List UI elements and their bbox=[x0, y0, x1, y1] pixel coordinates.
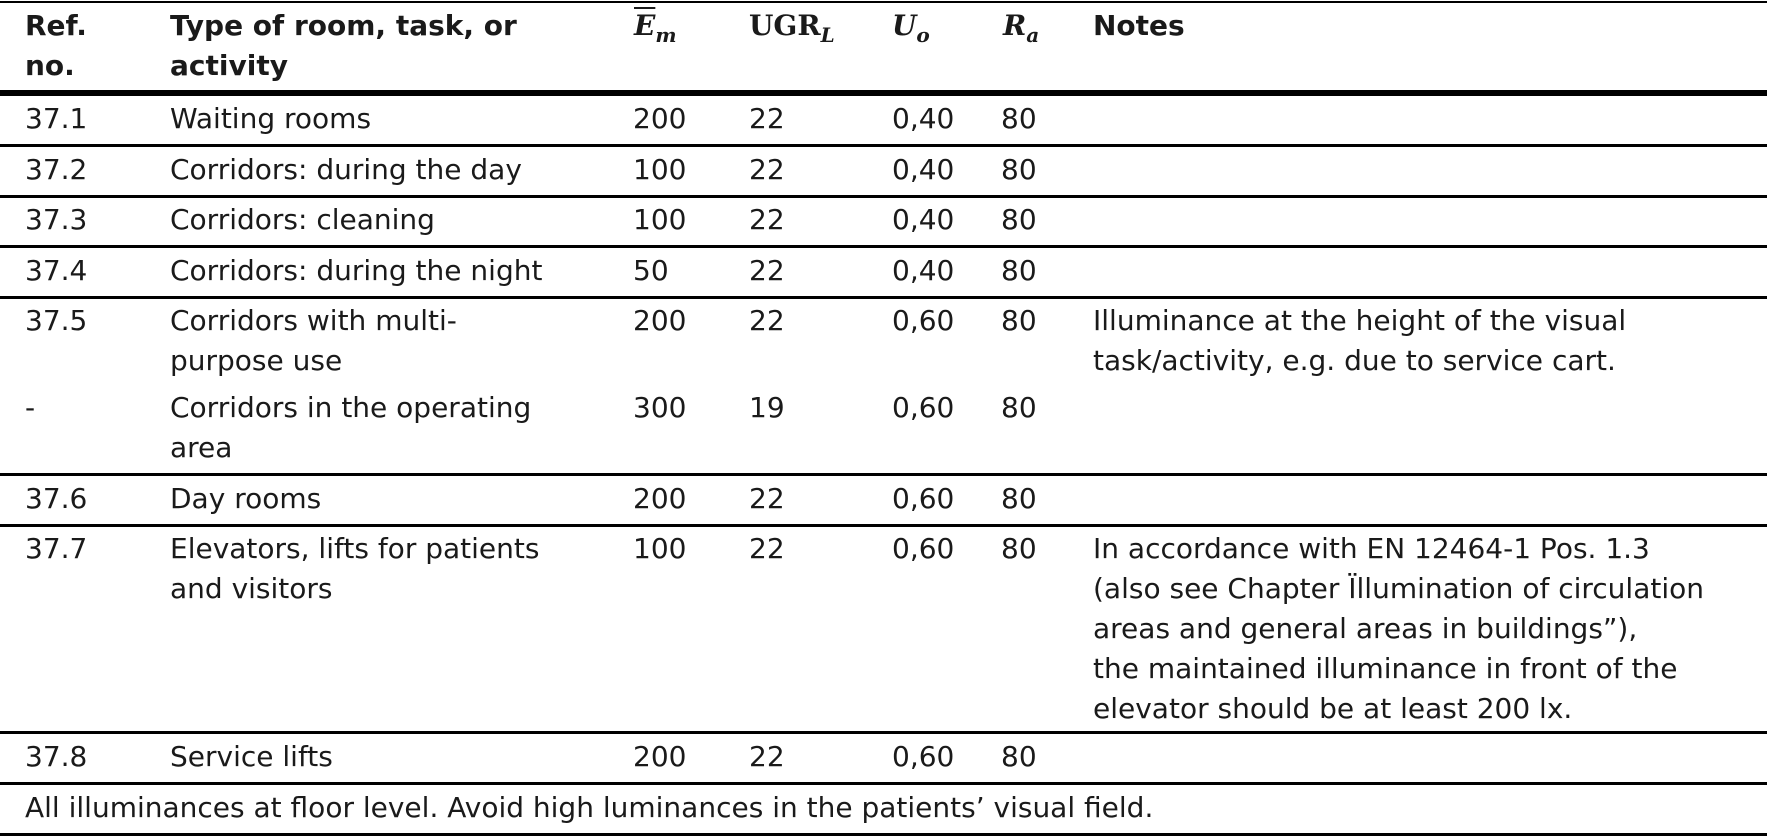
header-ugr bbox=[749, 6, 835, 48]
cell-ra bbox=[1001, 529, 1037, 569]
cell-type-line: Corridors: during the day bbox=[170, 153, 522, 186]
cell-ugr-line: 22 bbox=[749, 153, 785, 186]
cell-ref bbox=[25, 529, 87, 569]
cell-type bbox=[170, 200, 435, 240]
top-rule bbox=[0, 1, 1767, 3]
row-rule bbox=[0, 473, 1767, 476]
cell-ugr-line: 19 bbox=[749, 391, 785, 424]
cell-ugr bbox=[749, 251, 785, 291]
cell-ra bbox=[1001, 200, 1037, 240]
cell-type bbox=[170, 737, 333, 777]
cell-ra-line: 80 bbox=[1001, 391, 1037, 424]
cell-ra bbox=[1001, 251, 1037, 291]
cell-uo bbox=[892, 99, 954, 139]
cell-uo-line: 0,60 bbox=[892, 391, 955, 424]
cell-notes bbox=[1093, 529, 1704, 729]
cell-uo-line: 0,40 bbox=[892, 203, 955, 236]
row-rule bbox=[0, 144, 1767, 147]
cell-type-line: area bbox=[170, 431, 233, 464]
row-rule bbox=[0, 296, 1767, 299]
cell-type-line: Elevators, lifts for patients bbox=[170, 532, 540, 565]
cell-ugr-line: 22 bbox=[749, 532, 785, 565]
header-ra bbox=[1003, 6, 1039, 48]
cell-ugr-line: 22 bbox=[749, 203, 785, 236]
row-rule bbox=[0, 245, 1767, 248]
cell-em-line: 100 bbox=[633, 153, 687, 186]
cell-ugr-line: 22 bbox=[749, 254, 785, 287]
header-ra-subscript: a bbox=[1026, 23, 1040, 47]
cell-ra bbox=[1001, 150, 1037, 190]
cell-type-line: Corridors: during the night bbox=[170, 254, 543, 287]
cell-ref bbox=[25, 737, 87, 777]
cell-uo bbox=[892, 301, 954, 341]
cell-em-line: 200 bbox=[633, 102, 687, 135]
cell-uo bbox=[892, 388, 954, 428]
cell-uo-line: 0,40 bbox=[892, 254, 955, 287]
cell-type bbox=[170, 529, 539, 609]
cell-type-line: Corridors with multi- bbox=[170, 304, 457, 337]
cell-notes-line: task/activity, e.g. due to service cart. bbox=[1093, 344, 1616, 377]
cell-type bbox=[170, 251, 542, 291]
cell-em-line: 50 bbox=[633, 254, 669, 287]
cell-ugr bbox=[749, 301, 785, 341]
cell-ugr-line: 22 bbox=[749, 740, 785, 773]
cell-ref bbox=[25, 150, 87, 190]
cell-notes-line: elevator should be at least 200 lx. bbox=[1093, 692, 1573, 725]
cell-em bbox=[633, 99, 686, 139]
cell-em-line: 100 bbox=[633, 203, 687, 236]
cell-ra-line: 80 bbox=[1001, 254, 1037, 287]
cell-uo-line: 0,60 bbox=[892, 482, 955, 515]
cell-ra bbox=[1001, 301, 1037, 341]
cell-em bbox=[633, 150, 686, 190]
cell-type-line: and visitors bbox=[170, 572, 333, 605]
cell-ugr bbox=[749, 479, 785, 519]
header-rule bbox=[0, 90, 1767, 96]
cell-ugr bbox=[749, 99, 785, 139]
header-ref-line1: Ref. bbox=[25, 9, 87, 42]
cell-ref bbox=[25, 251, 87, 291]
cell-em-line: 100 bbox=[633, 532, 687, 565]
bottom-rule bbox=[0, 833, 1767, 836]
cell-ref-line: 37.5 bbox=[25, 304, 88, 337]
header-ref bbox=[25, 6, 87, 86]
cell-ref bbox=[25, 99, 87, 139]
cell-ref-line: 37.4 bbox=[25, 254, 88, 287]
row-rule bbox=[0, 195, 1767, 198]
cell-em-line: 200 bbox=[633, 482, 687, 515]
cell-ra-line: 80 bbox=[1001, 482, 1037, 515]
header-uo-symbol: U bbox=[892, 9, 917, 42]
cell-ugr bbox=[749, 200, 785, 240]
cell-ref bbox=[25, 200, 87, 240]
cell-ra bbox=[1001, 388, 1037, 428]
header-em-subscript: m bbox=[655, 23, 677, 47]
cell-uo-line: 0,40 bbox=[892, 102, 955, 135]
cell-uo bbox=[892, 479, 954, 519]
cell-ugr bbox=[749, 150, 785, 190]
cell-type-line: purpose use bbox=[170, 344, 343, 377]
cell-notes-line: Illuminance at the height of the visual bbox=[1093, 304, 1627, 337]
cell-ugr bbox=[749, 388, 785, 428]
cell-uo bbox=[892, 251, 954, 291]
cell-notes bbox=[1093, 301, 1626, 381]
cell-uo-line: 0,60 bbox=[892, 532, 955, 565]
cell-uo-line: 0,60 bbox=[892, 304, 955, 337]
cell-ref bbox=[25, 388, 35, 428]
cell-type bbox=[170, 150, 522, 190]
cell-type bbox=[170, 388, 531, 468]
cell-type bbox=[170, 99, 371, 139]
cell-ugr-line: 22 bbox=[749, 102, 785, 135]
cell-uo bbox=[892, 737, 954, 777]
cell-uo-line: 0,40 bbox=[892, 153, 955, 186]
cell-uo bbox=[892, 150, 954, 190]
header-ra-symbol: R bbox=[1003, 9, 1027, 42]
row-rule bbox=[0, 782, 1767, 785]
cell-ref-line: 37.8 bbox=[25, 740, 88, 773]
cell-em bbox=[633, 529, 686, 569]
cell-uo bbox=[892, 529, 954, 569]
header-uo-subscript: o bbox=[916, 23, 930, 47]
cell-ugr-line: 22 bbox=[749, 482, 785, 515]
header-em bbox=[634, 6, 677, 48]
cell-ref-line: 37.1 bbox=[25, 102, 88, 135]
cell-type bbox=[170, 479, 321, 519]
cell-ra-line: 80 bbox=[1001, 102, 1037, 135]
cell-ref-line: 37.7 bbox=[25, 532, 88, 565]
cell-type-line: Corridors in the operating bbox=[170, 391, 532, 424]
cell-em-line: 200 bbox=[633, 304, 687, 337]
cell-type-line: Service lifts bbox=[170, 740, 333, 773]
cell-type-line: Day rooms bbox=[170, 482, 322, 515]
cell-em bbox=[633, 737, 686, 777]
cell-uo-line: 0,60 bbox=[892, 740, 955, 773]
cell-em bbox=[633, 200, 686, 240]
cell-type-line: Waiting rooms bbox=[170, 102, 372, 135]
cell-ref-line: 37.6 bbox=[25, 482, 88, 515]
cell-uo bbox=[892, 200, 954, 240]
cell-notes-line: areas and general areas in buildings”), bbox=[1093, 612, 1638, 645]
row-rule bbox=[0, 524, 1767, 527]
cell-ref-line: - bbox=[25, 391, 36, 424]
cell-ref bbox=[25, 301, 87, 341]
cell-ra bbox=[1001, 479, 1037, 519]
cell-type bbox=[170, 301, 457, 381]
cell-em bbox=[633, 479, 686, 519]
cell-ref-line: 37.2 bbox=[25, 153, 88, 186]
header-em-symbol: $\overline{E}$ bbox=[634, 9, 656, 42]
cell-em-line: 300 bbox=[633, 391, 687, 424]
cell-notes-line: In accordance with EN 12464-1 Pos. 1.3 bbox=[1093, 532, 1650, 565]
cell-ra-line: 80 bbox=[1001, 203, 1037, 236]
cell-ugr-line: 22 bbox=[749, 304, 785, 337]
cell-notes-line: (also see Chapter Ïllumination of circulation bbox=[1093, 572, 1704, 605]
row-rule bbox=[0, 731, 1767, 734]
table-footnote: All illuminances at floor level. Avoid high luminances in the patients’ visual field. bbox=[25, 791, 1154, 824]
header-ugr-symbol: UGR bbox=[749, 9, 821, 42]
cell-ref bbox=[25, 479, 87, 519]
cell-ra-line: 80 bbox=[1001, 153, 1037, 186]
cell-ra-line: 80 bbox=[1001, 532, 1037, 565]
cell-type-line: Corridors: cleaning bbox=[170, 203, 435, 236]
cell-ugr bbox=[749, 737, 785, 777]
header-uo bbox=[892, 6, 930, 48]
cell-em bbox=[633, 251, 669, 291]
cell-ra-line: 80 bbox=[1001, 304, 1037, 337]
header-type-line1: Type of room, task, or bbox=[170, 9, 517, 42]
cell-ra bbox=[1001, 737, 1037, 777]
header-ugr-subscript: L bbox=[820, 23, 835, 47]
cell-em bbox=[633, 301, 686, 341]
cell-em bbox=[633, 388, 686, 428]
cell-notes-line: the maintained illuminance in front of the bbox=[1093, 652, 1678, 685]
header-notes: Notes bbox=[1093, 9, 1185, 42]
cell-ref-line: 37.3 bbox=[25, 203, 88, 236]
cell-ra bbox=[1001, 99, 1037, 139]
cell-em-line: 200 bbox=[633, 740, 687, 773]
header-type-line2: activity bbox=[170, 49, 288, 82]
header-type bbox=[170, 6, 517, 86]
cell-ugr bbox=[749, 529, 785, 569]
cell-ra-line: 80 bbox=[1001, 740, 1037, 773]
header-ref-line2: no. bbox=[25, 49, 75, 82]
